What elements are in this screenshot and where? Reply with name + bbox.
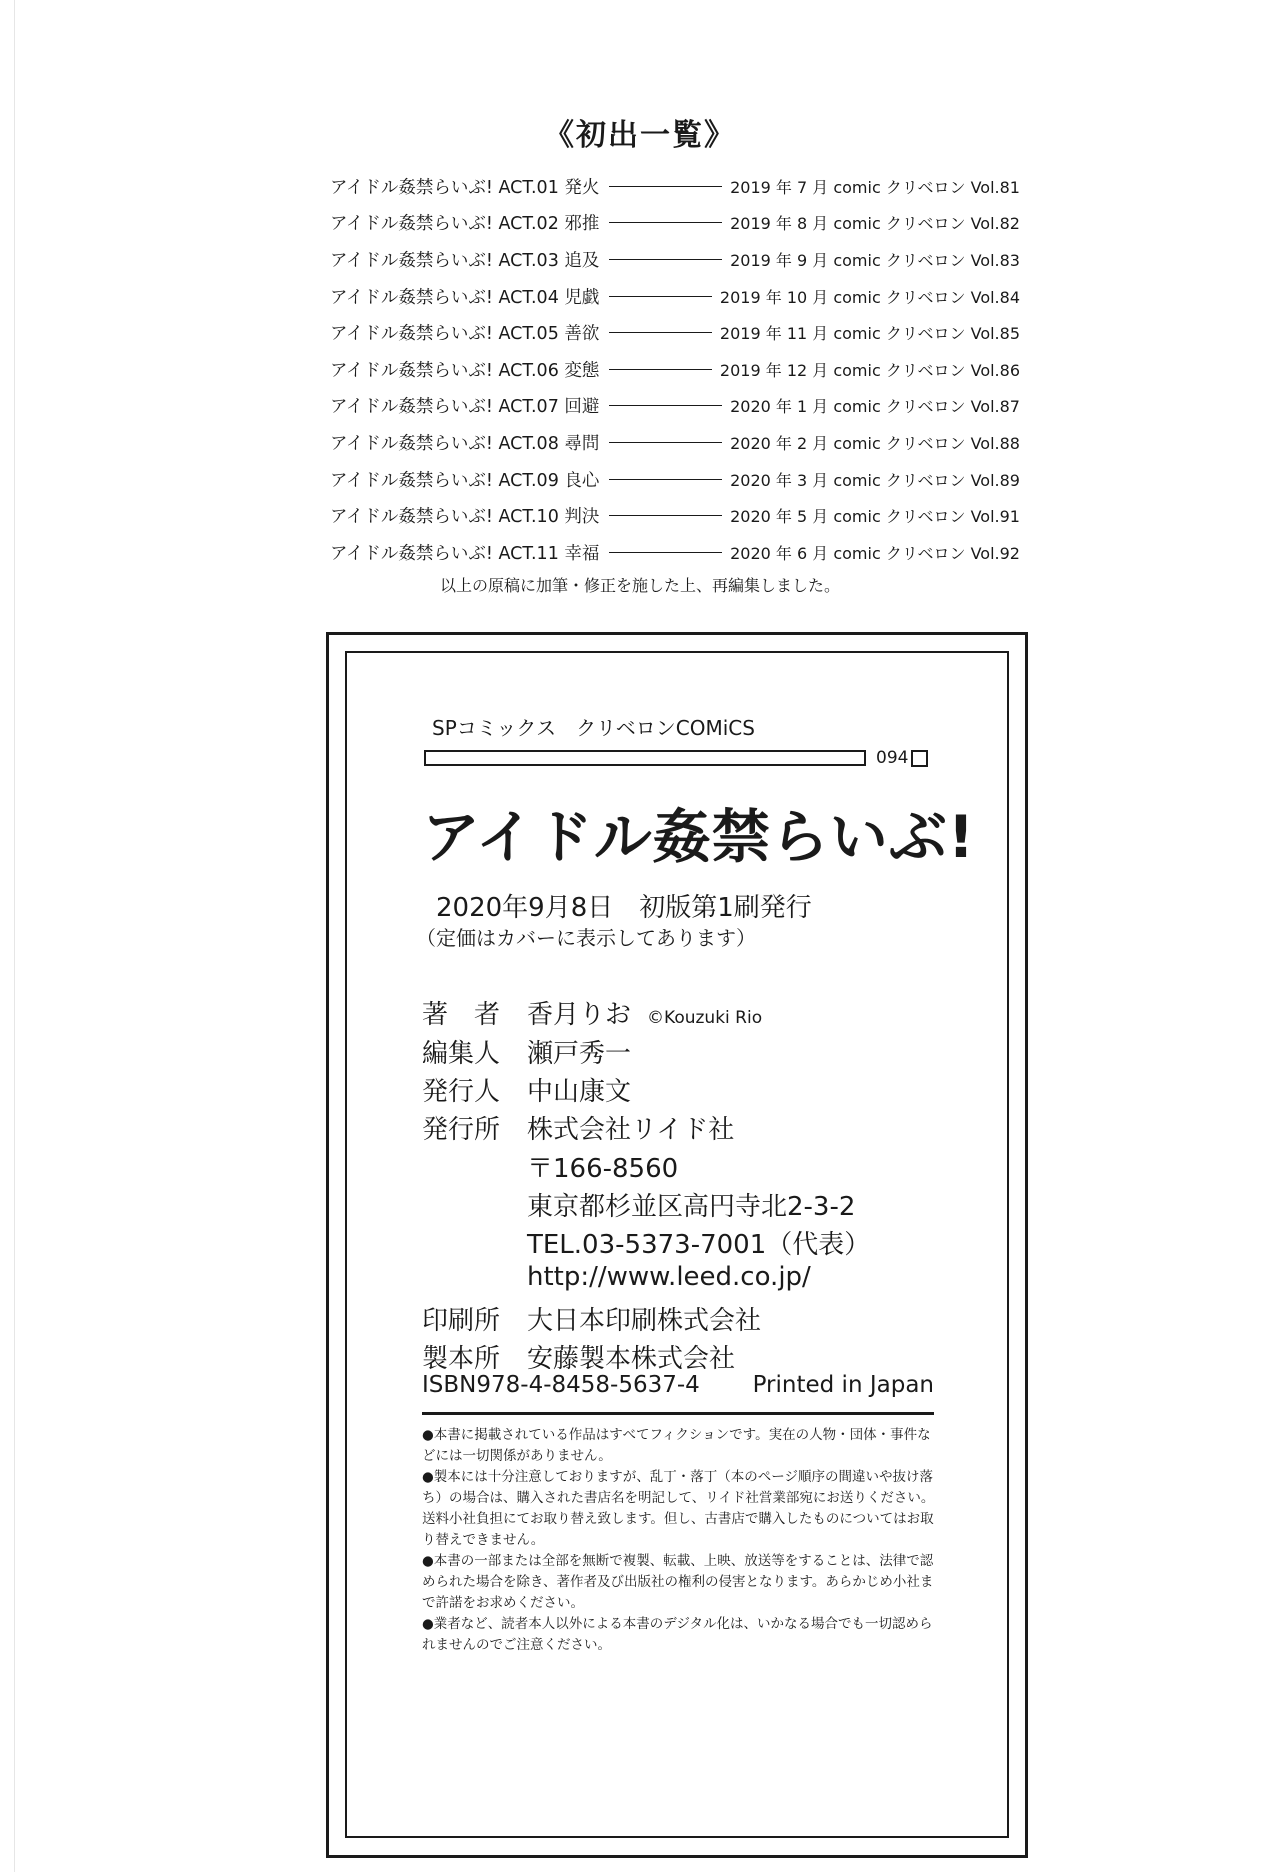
author-copyright: ©Kouzuki Rio (647, 1008, 763, 1028)
publisher-person-label: 発行人 (422, 1077, 501, 1107)
list-item (330, 168, 1020, 205)
notice-item: ●製本には十分注意しておりますが、乱丁・落丁（本のページ順序の間違いや抜け落ち）の場合は、購入された書店名を明記して、リイド社営業部宛にお送りください。送料小社負担にてお取り替え致します。但し、古書店で購入したものについてはお取り替えできません。 (422, 1469, 935, 1548)
leader-line (609, 222, 722, 223)
publisher-label: 発行所 (422, 1115, 501, 1145)
leader-line (609, 186, 722, 187)
chapter-title: アイドル姦禁らいぶ! ACT.06 変態 (330, 360, 600, 381)
list-item (330, 351, 1020, 388)
leader-line (609, 296, 712, 297)
editor-name: 瀬戸秀一 (527, 1039, 632, 1069)
notice-item: ●本書に掲載されている作品はすべてフィクションです。実在の人物・団体・事件などには一切関係がありません。 (422, 1427, 931, 1464)
publisher-line (422, 1109, 734, 1146)
isbn-row (422, 1372, 934, 1398)
author-label: 著 者 (422, 1000, 501, 1030)
leader-line (609, 405, 722, 406)
chapter-source: 2020 年 3 月 comic クリベロン Vol.89 (730, 470, 1020, 490)
chapter-source: 2020 年 6 月 comic クリベロン Vol.92 (730, 543, 1020, 563)
binder-line (422, 1338, 735, 1375)
chapter-title: アイドル姦禁らいぶ! ACT.09 良心 (330, 470, 600, 491)
editor-label: 編集人 (422, 1039, 501, 1069)
chapter-source: 2019 年 8 月 comic クリベロン Vol.82 (730, 214, 1020, 234)
isbn: ISBN978-4-8458-5637-4 (422, 1372, 700, 1398)
chapter-source: 2019 年 7 月 comic クリベロン Vol.81 (730, 177, 1020, 197)
code-bar (424, 748, 928, 768)
leader-line (609, 442, 722, 443)
leader-line (609, 332, 712, 333)
chapter-title: アイドル姦禁らいぶ! ACT.07 回避 (330, 397, 600, 418)
series-code: 094 (876, 748, 909, 768)
chapter-source: 2019 年 9 月 comic クリベロン Vol.83 (730, 250, 1020, 270)
postal-code: 〒166-8560 (527, 1154, 679, 1184)
notice-item: ●本書の一部または全部を無断で複製、転載、上映、放送等をすることは、法律で認められた場合を除き、著作者及び出版社の権利の侵害となります。あらかじめ小社まで許諾をお求めください。 (422, 1553, 934, 1611)
page-edge-line (14, 0, 15, 1872)
address: 東京都杉並区高円寺北2-3-2 (527, 1192, 856, 1222)
list-item (330, 534, 1020, 571)
price-note: （定価はカバーに表示してあります） (416, 926, 756, 950)
printer-name: 大日本印刷株式会社 (527, 1306, 762, 1336)
chapter-title: アイドル姦禁らいぶ! ACT.02 邪推 (330, 214, 600, 235)
printed-in: Printed in Japan (752, 1372, 934, 1398)
binder-label: 製本所 (422, 1344, 501, 1374)
publisher-name: 株式会社リイド社 (527, 1115, 735, 1145)
chapter-source: 2019 年 11 月 comic クリベロン Vol.85 (719, 324, 1020, 344)
list-item (330, 314, 1020, 351)
editor-line (422, 1033, 631, 1070)
telephone: TEL.03-5373-7001（代表） (527, 1230, 871, 1260)
list-item (330, 241, 1020, 278)
chapter-title: アイドル姦禁らいぶ! ACT.01 発火 (330, 177, 600, 198)
chapter-title: アイドル姦禁らいぶ! ACT.03 追及 (330, 250, 600, 271)
chapter-title: アイドル姦禁らいぶ! ACT.11 幸福 (330, 543, 600, 564)
publisher-person-line (422, 1071, 631, 1108)
divider (422, 1412, 934, 1415)
list-item (330, 497, 1020, 534)
series-name: SPコミックス クリベロンCOMiCS (432, 716, 755, 740)
book-title: アイドル姦禁らいぶ! (422, 803, 976, 871)
list-item (330, 424, 1020, 461)
binder-name: 安藤製本株式会社 (527, 1344, 736, 1374)
chapter-source: 2020 年 5 月 comic クリベロン Vol.91 (730, 507, 1020, 527)
list-item (330, 461, 1020, 498)
leader-line (609, 479, 722, 480)
chapter-title: アイドル姦禁らいぶ! ACT.08 尋問 (330, 433, 600, 454)
publication-date: 2020年9月8日 初版第1刷発行 (436, 893, 812, 923)
first-appearance-list (330, 168, 1020, 571)
list-item (330, 388, 1020, 425)
printer-label: 印刷所 (422, 1306, 501, 1336)
list-item (330, 278, 1020, 315)
leader-line (609, 259, 722, 260)
leader-line (609, 552, 722, 553)
code-box (911, 750, 928, 767)
code-bar-outline (424, 750, 866, 766)
notice-item: ●業者など、読者本人以外による本書のデジタル化は、いかなる場合でも一切認められませんのでご注意ください。 (422, 1616, 933, 1653)
chapter-title: アイドル姦禁らいぶ! ACT.05 善欲 (330, 324, 600, 345)
author-line (422, 994, 762, 1031)
publisher-person-name: 中山康文 (527, 1077, 632, 1107)
chapter-source: 2019 年 10 月 comic クリベロン Vol.84 (719, 287, 1020, 307)
notices (422, 1425, 938, 1656)
chapter-source: 2020 年 1 月 comic クリベロン Vol.87 (730, 397, 1020, 417)
leader-line (609, 515, 722, 516)
chapter-source: 2020 年 2 月 comic クリベロン Vol.88 (730, 433, 1020, 453)
list-item (330, 205, 1020, 242)
website-url: http://www.leed.co.jp/ (527, 1262, 811, 1292)
chapter-source: 2019 年 12 月 comic クリベロン Vol.86 (719, 360, 1020, 380)
chapter-title: アイドル姦禁らいぶ! ACT.10 判決 (330, 507, 600, 528)
first-appearance-title: 《初出一覧》 (544, 118, 736, 153)
author-name: 香月りお (527, 1000, 632, 1030)
printer-line (422, 1300, 761, 1337)
chapter-title: アイドル姦禁らいぶ! ACT.04 児戯 (330, 287, 600, 308)
editing-note: 以上の原稿に加筆・修正を施した上、再編集しました。 (439, 576, 840, 595)
leader-line (609, 369, 712, 370)
